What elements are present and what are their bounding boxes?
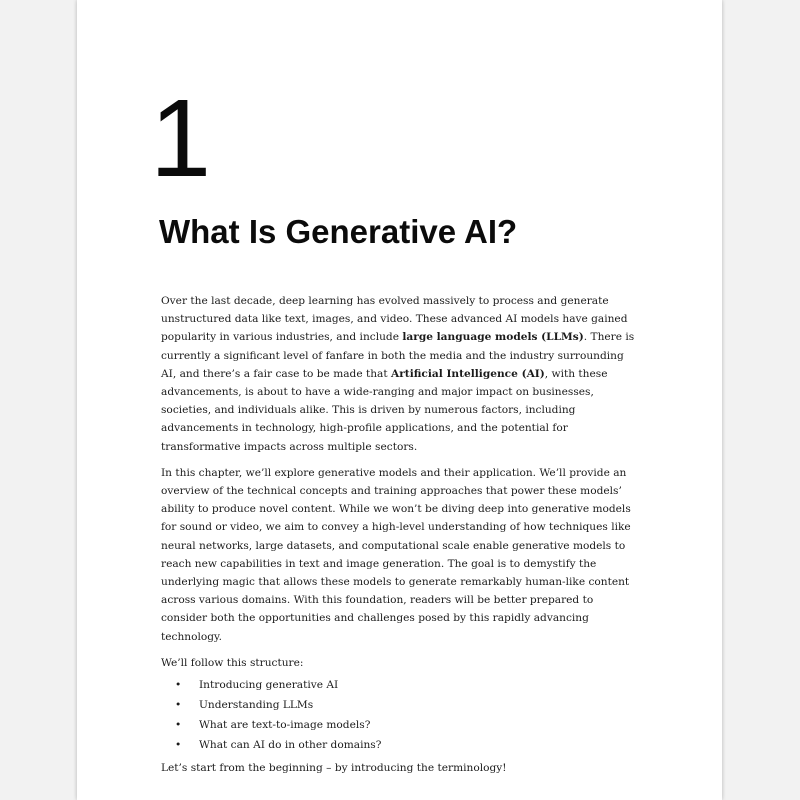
bullet-icon: • <box>175 739 182 752</box>
intro-text-3: , with these advancements, is about to have a wide-ranging and major impact on businesses, societies, and individuals alike. This is driven by numerous factors, including advancements in technology, high-profile applications, and the potential for transformative impacts across multiple sectors. <box>161 367 608 453</box>
bullet-icon: • <box>175 679 182 692</box>
chapter-number: 1 <box>150 77 210 200</box>
overview-paragraph: In this chapter, we’ll explore generative models and their application. We’ll provide an overview of the technical concepts and training approaches that power these models’ ability to produce novel content. While we won’t be diving deep into generative models for sound or video, we aim to convey a high-level understanding of how techniques like neural networks, large datasets, and computational scale enable generative models to reach new capabilities in text and image generation. The goal is to demystify the underlying magic that allows these models to generate remarkably human-like content across various domains. With this foundation, readers will be better prepared to consider both the opportunities and challenges posed by this rapidly advancing technology. <box>161 466 631 643</box>
bullet-icon: • <box>175 699 182 712</box>
list-item: • What can AI do in other domains? <box>161 735 641 755</box>
chapter-body <box>161 292 641 785</box>
document-page <box>77 0 722 800</box>
structure-list <box>161 675 641 755</box>
list-item: • Understanding LLMs <box>161 695 641 715</box>
intro-text-2: . There is currently a significant level of fanfare in both the media and the industry surrounding AI, and there’s a fair case to be made that <box>161 331 635 380</box>
intro-text-1: Over the last decade, deep learning has evolved massively to process and generate unstructured data like text, images, and video. These advanced AI models have gained popularity in various industries, and include <box>161 295 628 344</box>
list-item: • Introducing generative AI <box>161 675 641 695</box>
chapter-title: What Is Generative AI? <box>159 213 518 250</box>
structure-intro: We’ll follow this structure: <box>161 656 304 669</box>
ai-term: Artificial Intelligence (AI) <box>391 367 545 380</box>
closing-line: Let’s start from the beginning – by introducing the terminology! <box>161 762 507 775</box>
intro-paragraph <box>161 292 641 456</box>
bullet-icon: • <box>175 719 182 732</box>
llm-term: large language models (LLMs) <box>402 331 584 344</box>
list-item: • What are text-to-image models? <box>161 715 641 735</box>
